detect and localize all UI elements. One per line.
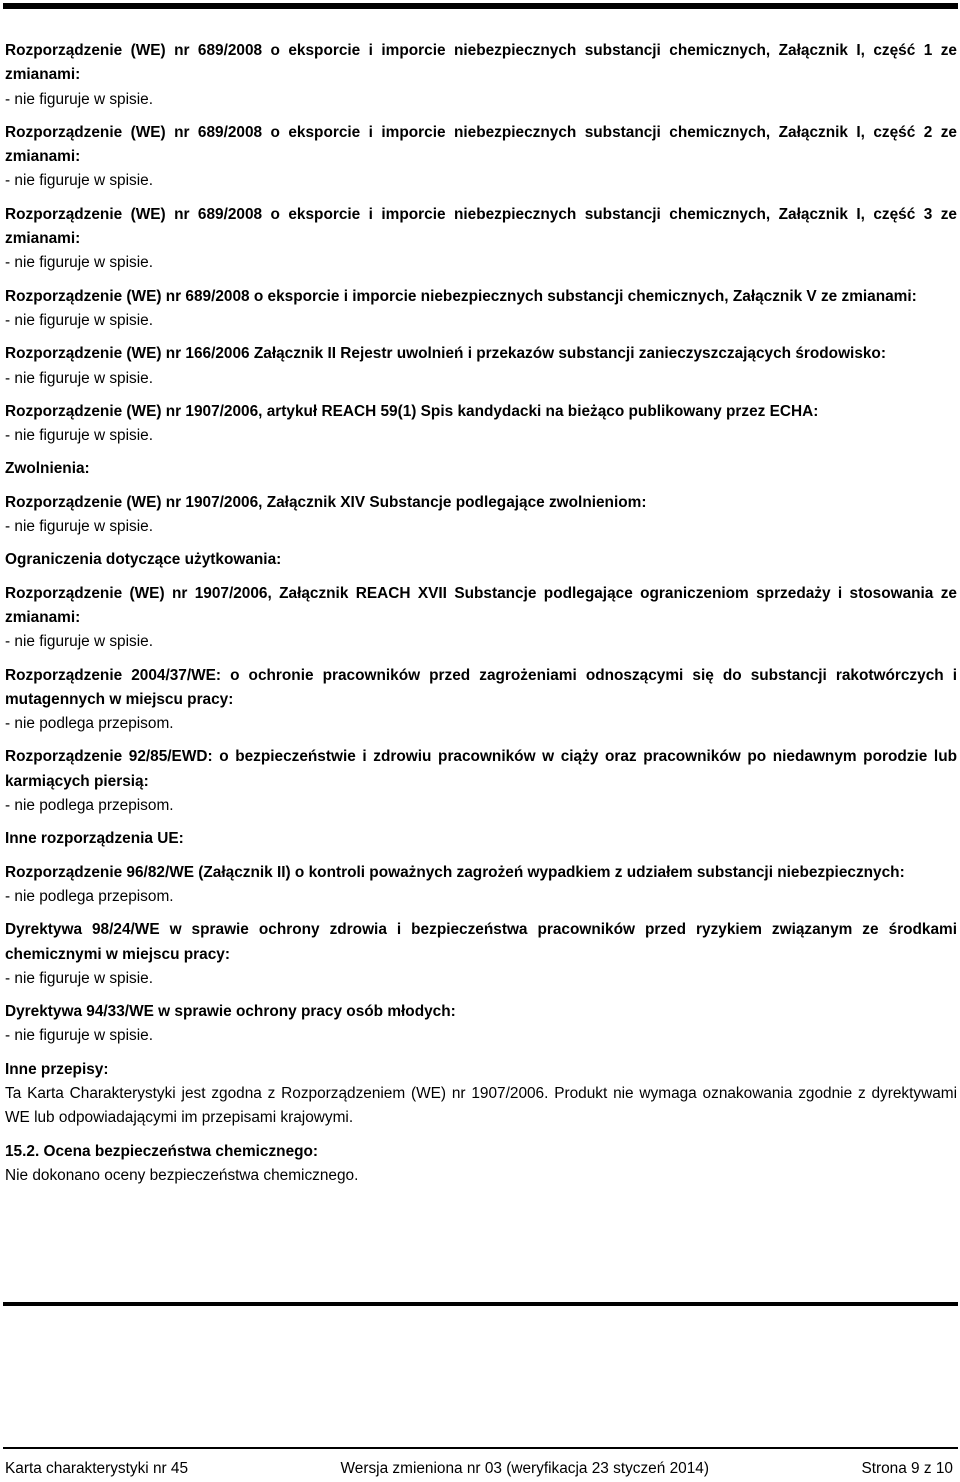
section <box>5 121 957 194</box>
section-value: - nie figuruje w spisie. <box>5 311 153 329</box>
section-heading: Rozporządzenie 2004/37/WE: o ochronie pracowników przed zagrożeniami odnoszącymi się do substancji rakotwórczych i mutagennych w miejscu pracy: <box>5 666 957 708</box>
section-heading: Rozporządzenie 96/82/WE (Załącznik II) o kontroli poważnych zagrożeń wypadkiem z udziałem substancji niebezpiecznych: <box>5 863 905 881</box>
section-value: Nie dokonano oceny bezpieczeństwa chemicznego. <box>5 1166 359 1184</box>
section-value: - nie podlega przepisom. <box>5 797 174 815</box>
footer-version: Wersja zmieniona nr 03 (weryfikacja 23 styczeń 2014) <box>340 1460 709 1477</box>
footer-page-number: Strona 9 z 10 <box>861 1460 953 1477</box>
section <box>5 664 957 737</box>
section-value: Ta Karta Charakterystyki jest zgodna z Rozporządzeniem (WE) nr 1907/2006. Produkt nie wymaga oznakowania zgodnie z dyrektywami WE lub odpowiadającymi im przepisami krajowymi. <box>5 1084 957 1127</box>
section <box>5 745 957 818</box>
section-value: - nie figuruje w spisie. <box>5 969 153 987</box>
section-value: - nie figuruje w spisie. <box>5 172 153 190</box>
document-body <box>5 39 957 1197</box>
footer-rule <box>3 1447 958 1449</box>
section <box>5 582 957 655</box>
section <box>5 548 957 572</box>
section-heading: Dyrektywa 98/24/WE w sprawie ochrony zdrowia i bezpieczeństwa pracowników przed ryzykiem związanym ze środkami chemicznymi w miejscu pracy: <box>5 921 957 963</box>
section-heading: Inne przepisy: <box>5 1060 109 1078</box>
section-heading: Inne rozporządzenia UE: <box>5 830 184 848</box>
section-heading: Rozporządzenie (WE) nr 689/2008 o eksporcie i imporcie niebezpiecznych substancji chemicznych, Załącznik I, część 3 ze zmianami: <box>5 205 957 248</box>
top-rule <box>3 3 958 9</box>
section-heading: Rozporządzenie (WE) nr 166/2006 Załącznik II Rejestr uwolnień i przekazów substancji zanieczyszczających środowisko: <box>5 345 886 363</box>
section-value: - nie figuruje w spisie. <box>5 254 153 272</box>
section <box>5 203 957 276</box>
section-value: - nie figuruje w spisie. <box>5 369 153 387</box>
section-value: - nie figuruje w spisie. <box>5 518 153 536</box>
page-footer <box>5 1458 953 1480</box>
section-value: - nie figuruje w spisie. <box>5 90 153 108</box>
section-heading: Ograniczenia dotyczące użytkowania: <box>5 551 282 569</box>
section-value: - nie podlega przepisom. <box>5 715 174 733</box>
footer-document-id: Karta charakterystyki nr 45 <box>5 1460 189 1477</box>
section <box>5 1000 957 1049</box>
section-heading: Rozporządzenie (WE) nr 1907/2006, artykuł REACH 59(1) Spis kandydacki na bieżąco publikowany przez ECHA: <box>5 402 819 420</box>
section-heading: Rozporządzenie (WE) nr 1907/2006, Załącznik REACH XVII Substancje podlegające ograniczeniom sprzedaży i stosowania ze zmianami: <box>5 584 957 626</box>
section-value: - nie figuruje w spisie. <box>5 1027 153 1045</box>
section-heading: Rozporządzenie (WE) nr 689/2008 o eksporcie i imporcie niebezpiecznych substancji chemicznych, Załącznik I, część 1 ze zmianami: <box>5 42 957 84</box>
section <box>5 342 957 391</box>
section-heading: 15.2. Ocena bezpieczeństwa chemicznego: <box>5 1142 319 1160</box>
section-divider <box>3 1302 958 1306</box>
section <box>5 39 957 112</box>
section <box>5 400 957 449</box>
section <box>5 827 957 851</box>
section <box>5 918 957 991</box>
section-value: - nie podlega przepisom. <box>5 887 174 905</box>
section-value: - nie figuruje w spisie. <box>5 633 153 651</box>
section <box>5 457 957 481</box>
section-heading: Rozporządzenie (WE) nr 1907/2006, Załącznik XIV Substancje podlegające zwolnieniom: <box>5 493 647 511</box>
section <box>5 1058 957 1131</box>
section-heading: Rozporządzenie (WE) nr 689/2008 o eksporcie i imporcie niebezpiecznych substancji chemicznych, Załącznik I, część 2 ze zmianami: <box>5 123 957 166</box>
section-heading: Dyrektywa 94/33/WE w sprawie ochrony pracy osób młodych: <box>5 1003 456 1021</box>
section-value: - nie figuruje w spisie. <box>5 427 153 445</box>
section <box>5 285 957 334</box>
section <box>5 861 957 910</box>
section-heading: Rozporządzenie (WE) nr 689/2008 o eksporcie i imporcie niebezpiecznych substancji chemicznych, Załącznik V ze zmianami: <box>5 287 917 305</box>
section-heading: Rozporządzenie 92/85/EWD: o bezpieczeństwie i zdrowiu pracowników w ciąży oraz pracowników po niedawnym porodzie lub karmiących piersią: <box>5 748 957 790</box>
section <box>5 1140 957 1189</box>
section <box>5 491 957 540</box>
section-heading: Zwolnienia: <box>5 460 90 478</box>
